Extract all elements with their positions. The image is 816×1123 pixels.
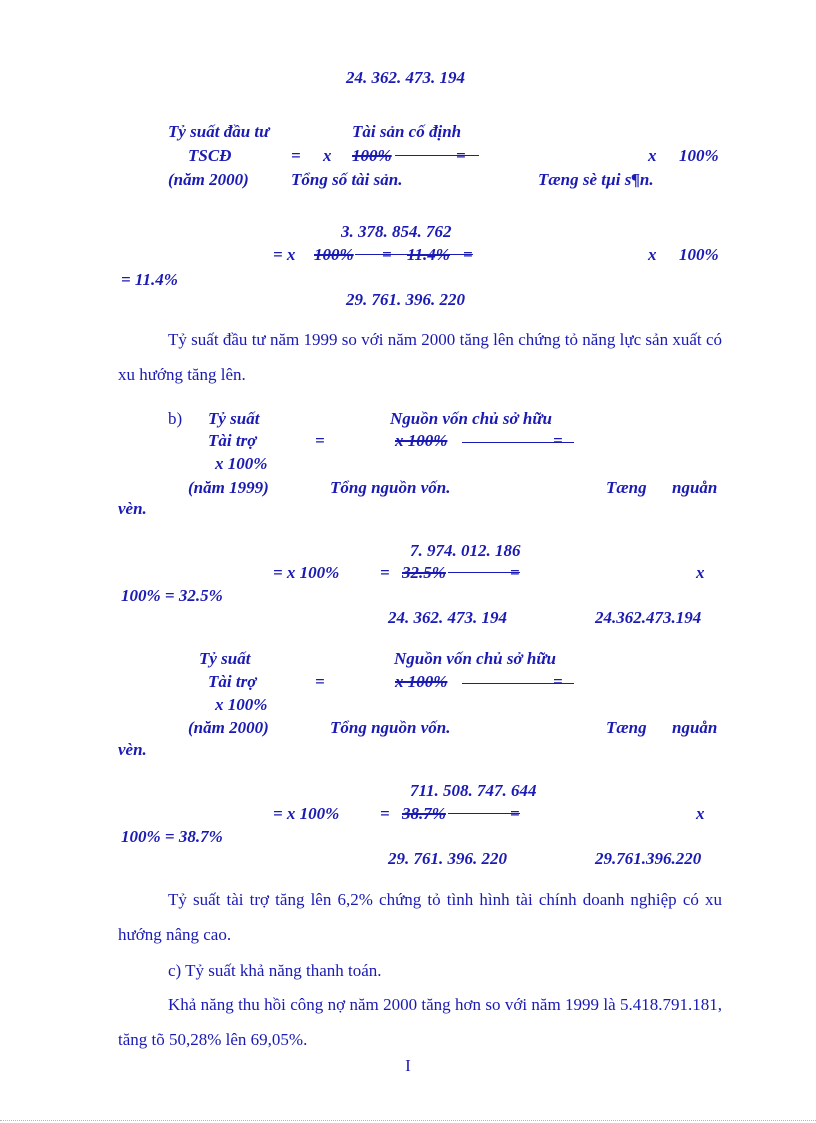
paragraph-funding-conclusion: Tỷ suất tài trợ tăng lên 6,2% chứng tỏ tình hình tài chính doanh nghiệp có xu hướng nâng cao.	[118, 890, 722, 944]
equals-struck: =	[510, 804, 520, 823]
equals-struck: =	[510, 563, 520, 582]
garbled-1: Tæng	[606, 478, 647, 497]
equals-sign: =	[315, 672, 325, 691]
garbled-1: Tæng	[606, 718, 647, 737]
denominator-1999: 24. 362. 473. 194	[346, 68, 465, 87]
pct-struck: 100%	[352, 146, 392, 165]
equals-sign: =	[315, 431, 325, 450]
pct-right: 100%	[679, 146, 719, 165]
garbled-3: vèn.	[118, 499, 147, 518]
denominator-label: Tổng nguồn vốn.	[330, 478, 451, 497]
numerator-value: 3. 378. 854. 762	[341, 222, 452, 241]
label-line3: (năm 2000)	[168, 170, 249, 189]
label-line2: TSCĐ	[188, 146, 232, 165]
equals-times: = x 100%	[273, 804, 340, 823]
numerator-label: Nguồn vốn chủ sở hữu	[394, 649, 556, 668]
pct-right: 100%	[679, 245, 719, 264]
x-pct-struck: x 100%	[395, 672, 448, 691]
denominator-value: 29. 761. 396. 220	[388, 849, 507, 868]
label-line2: Tài trợ	[208, 672, 257, 691]
label-line4: (năm 1999)	[188, 478, 269, 497]
times-right: x	[648, 245, 657, 264]
equals-struck: =	[553, 672, 563, 691]
result-left: 100% = 38.7%	[121, 827, 223, 846]
label-line1: Tỷ suất	[208, 409, 260, 428]
numerator-label: Tài sản cố định	[352, 122, 462, 141]
paragraph-investment-conclusion: Tỷ suất đầu tư năm 1999 so với năm 2000 tăng lên chứng tỏ năng lực sản xuất có xu hướng tăng lên.	[118, 330, 722, 384]
garbled-denominator: Tæng sè tµi s¶n.	[538, 170, 654, 189]
times-right: x	[648, 146, 657, 165]
times-right: x	[696, 563, 705, 582]
equals-struck: =	[456, 146, 466, 165]
label-line1: Tỷ suất	[199, 649, 251, 668]
denominator-label: Tổng nguồn vốn.	[330, 718, 451, 737]
equals-sign: =	[380, 804, 390, 823]
denominator-right: 29.761.396.220	[595, 849, 702, 868]
numerator-label: Nguồn vốn chủ sở hữu	[390, 409, 552, 428]
page-number: I	[405, 1056, 411, 1075]
garbled-2: nguån	[672, 718, 718, 737]
label-line2: Tài trợ	[208, 431, 257, 450]
times-right: x	[696, 804, 705, 823]
equals-times: = x	[273, 245, 296, 264]
item-letter: b)	[168, 409, 183, 428]
label-line3: x 100%	[215, 695, 268, 714]
equals-sign: =	[291, 146, 301, 165]
x-pct-struck: x 100%	[395, 431, 448, 450]
equals-struck: =	[553, 431, 563, 450]
result-struck: 38.7%	[402, 804, 446, 823]
pct-struck: 100%	[314, 245, 354, 264]
equals-times: = x 100%	[273, 563, 340, 582]
result-struck: 32.5%	[402, 563, 446, 582]
section-heading-solvency: c) Tỷ suất khả năng thanh toán.	[168, 961, 382, 980]
denominator-value: 24. 362. 473. 194	[388, 608, 507, 627]
denominator-value: 29. 761. 396. 220	[346, 290, 465, 309]
numerator-value: 7. 974. 012. 186	[410, 541, 521, 560]
result-left: 100% = 32.5%	[121, 586, 223, 605]
paragraph-debt-recovery: Khả năng thu hồi công nợ năm 2000 tăng hơn so với năm 1999 là 5.418.791.181, tăng tõ 50,28% lên 69,05%.	[118, 995, 722, 1049]
fraction-line	[395, 155, 479, 156]
label-line1: Tỷ suất đầu tư	[168, 122, 270, 141]
result-struck: 11.4%	[407, 245, 450, 264]
numerator-value: 711. 508. 747. 644	[410, 781, 537, 800]
garbled-2: nguån	[672, 478, 718, 497]
equals-sign: =	[463, 245, 473, 264]
label-line3: x 100%	[215, 454, 268, 473]
denominator-label: Tổng số tài sản.	[291, 170, 403, 189]
equals-struck: =	[382, 245, 392, 264]
garbled-3: vèn.	[118, 740, 147, 759]
result-left: = 11.4%	[121, 270, 178, 289]
denominator-right: 24.362.473.194	[595, 608, 702, 627]
times-sign: x	[323, 146, 332, 165]
footer-divider	[0, 1120, 816, 1121]
label-line4: (năm 2000)	[188, 718, 269, 737]
equals-sign: =	[380, 563, 390, 582]
